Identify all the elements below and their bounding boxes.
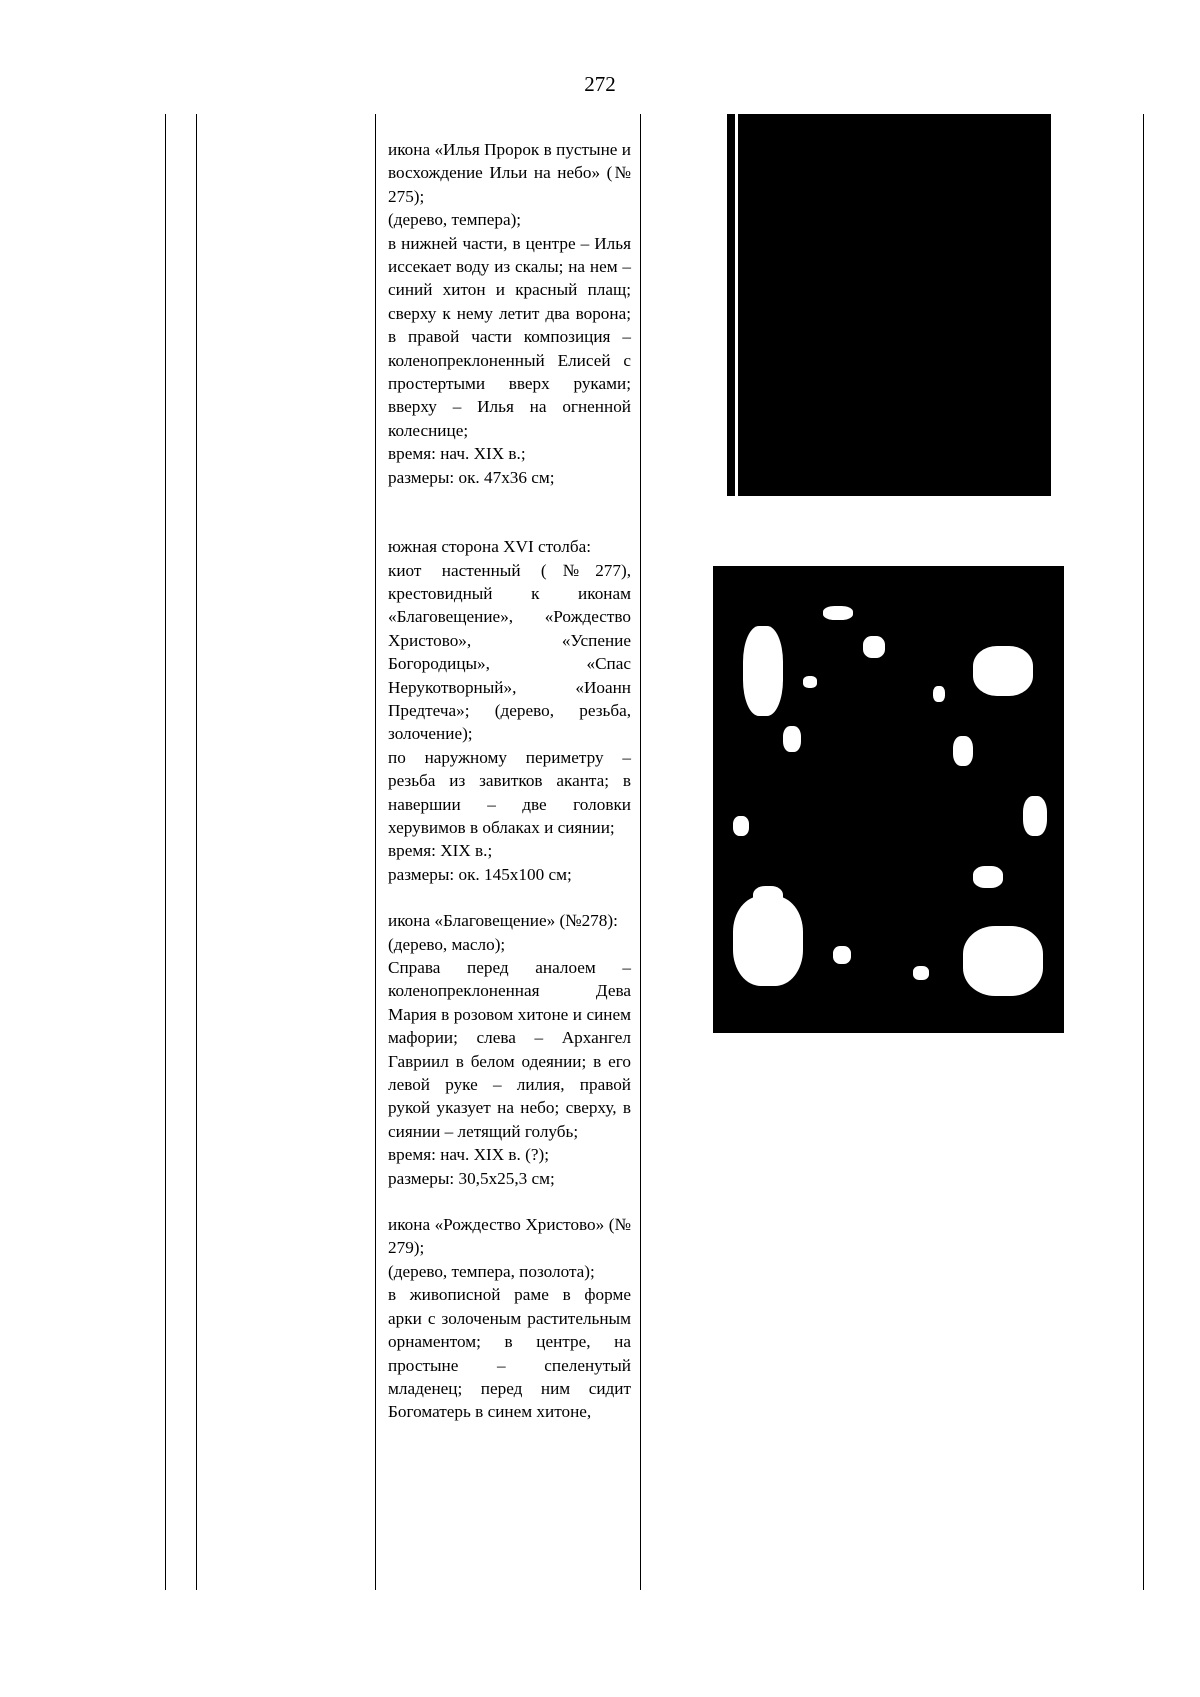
section-heading: южная сторона XVI столба: <box>388 537 591 557</box>
table-border-left <box>165 114 166 1590</box>
table-border-right <box>1143 114 1144 1590</box>
photo-speck <box>1023 796 1047 836</box>
entry-line: размеры: 30,5х25,3 см; <box>388 1168 555 1188</box>
entry-line: время: XIX в.; <box>388 841 493 861</box>
entry-kiot-277 <box>388 559 631 887</box>
entry-line: киот настенный (№277), крестовидный к иконам «Благовещение», «Рождество Христово», «Успение Богородицы», «Спас Нерукотворный», «Иоанн Предтеча»; (дерево, резьба, золочение); <box>388 560 631 744</box>
entry-line: Справа перед аналоем – коленопреклоненная Дева Мария в розовом хитоне и синем мафории; слева – Архангел Гавриил в белом одеянии; в его левой руке – лилия, правой рукой указует на небо; сверху, в сиянии – летящий голубь; <box>388 958 631 1141</box>
table-border-col3 <box>640 114 641 1590</box>
entry-line: время: нач. XIX в. (?); <box>388 1145 549 1165</box>
photo-icon-275 <box>727 114 1051 496</box>
description-column <box>388 138 631 1447</box>
entry-icon-275 <box>388 138 631 489</box>
entry-line: по наружному периметру – резьба из завитков аканта; в навершии – две головки херувимов в облаках и сиянии; <box>388 747 631 837</box>
entry-line: размеры: ок. 47х36 см; <box>388 467 555 487</box>
photo-speck <box>933 686 945 702</box>
photo-speck <box>803 676 817 688</box>
entry-line: икона «Илья Пророк в пустыне и восхождение Ильи на небо» (№ 275); <box>388 140 631 206</box>
table-border-col1 <box>196 114 197 1590</box>
photo-speck <box>863 636 885 658</box>
entry-line: икона «Благовещение» (№278): <box>388 911 618 931</box>
photo-speck <box>783 726 801 752</box>
entry-icon-278 <box>388 909 631 1190</box>
photo-speck <box>953 736 973 766</box>
entry-line: (дерево, масло); <box>388 934 506 954</box>
entry-line: (дерево, темпера); <box>388 210 522 230</box>
entry-line: в живописной раме в форме арки с золоченым растительным орнаментом; в центре, на простыне – спеленутый младенец; перед ним сидит Богоматерь в синем хитоне, <box>388 1285 631 1422</box>
entry-line: время: нач. XIX в.; <box>388 444 526 464</box>
photo-speck <box>733 896 803 986</box>
entry-icon-279 <box>388 1213 631 1424</box>
photo-speck <box>833 946 851 964</box>
entry-line: икона «Рождество Христово» (№ 279); <box>388 1215 631 1258</box>
photo-speck <box>733 816 749 836</box>
entry-line: (дерево, темпера, позолота); <box>388 1261 595 1281</box>
entry-line: в нижней части, в центре – Илья иссекает воду из скалы; на нем – синий хитон и красный плащ; сверху к нему летит два ворона; в правой части композиция – коленопреклоненный Елисей с простертыми вверх руками; вверху – Илья на огненной колеснице; <box>388 233 631 440</box>
photo-speck <box>743 626 783 716</box>
photo-speck <box>973 646 1033 696</box>
page-number: 272 <box>584 72 616 96</box>
table-border-col2 <box>375 114 376 1590</box>
entry-line: размеры: ок. 145х100 см; <box>388 864 572 884</box>
photo-speck <box>963 926 1043 996</box>
photo-speck <box>973 866 1003 888</box>
photo-speck <box>913 966 929 980</box>
photo-speck <box>823 606 853 620</box>
photo-edge <box>735 114 738 496</box>
photo-kiot-277 <box>713 566 1064 1033</box>
